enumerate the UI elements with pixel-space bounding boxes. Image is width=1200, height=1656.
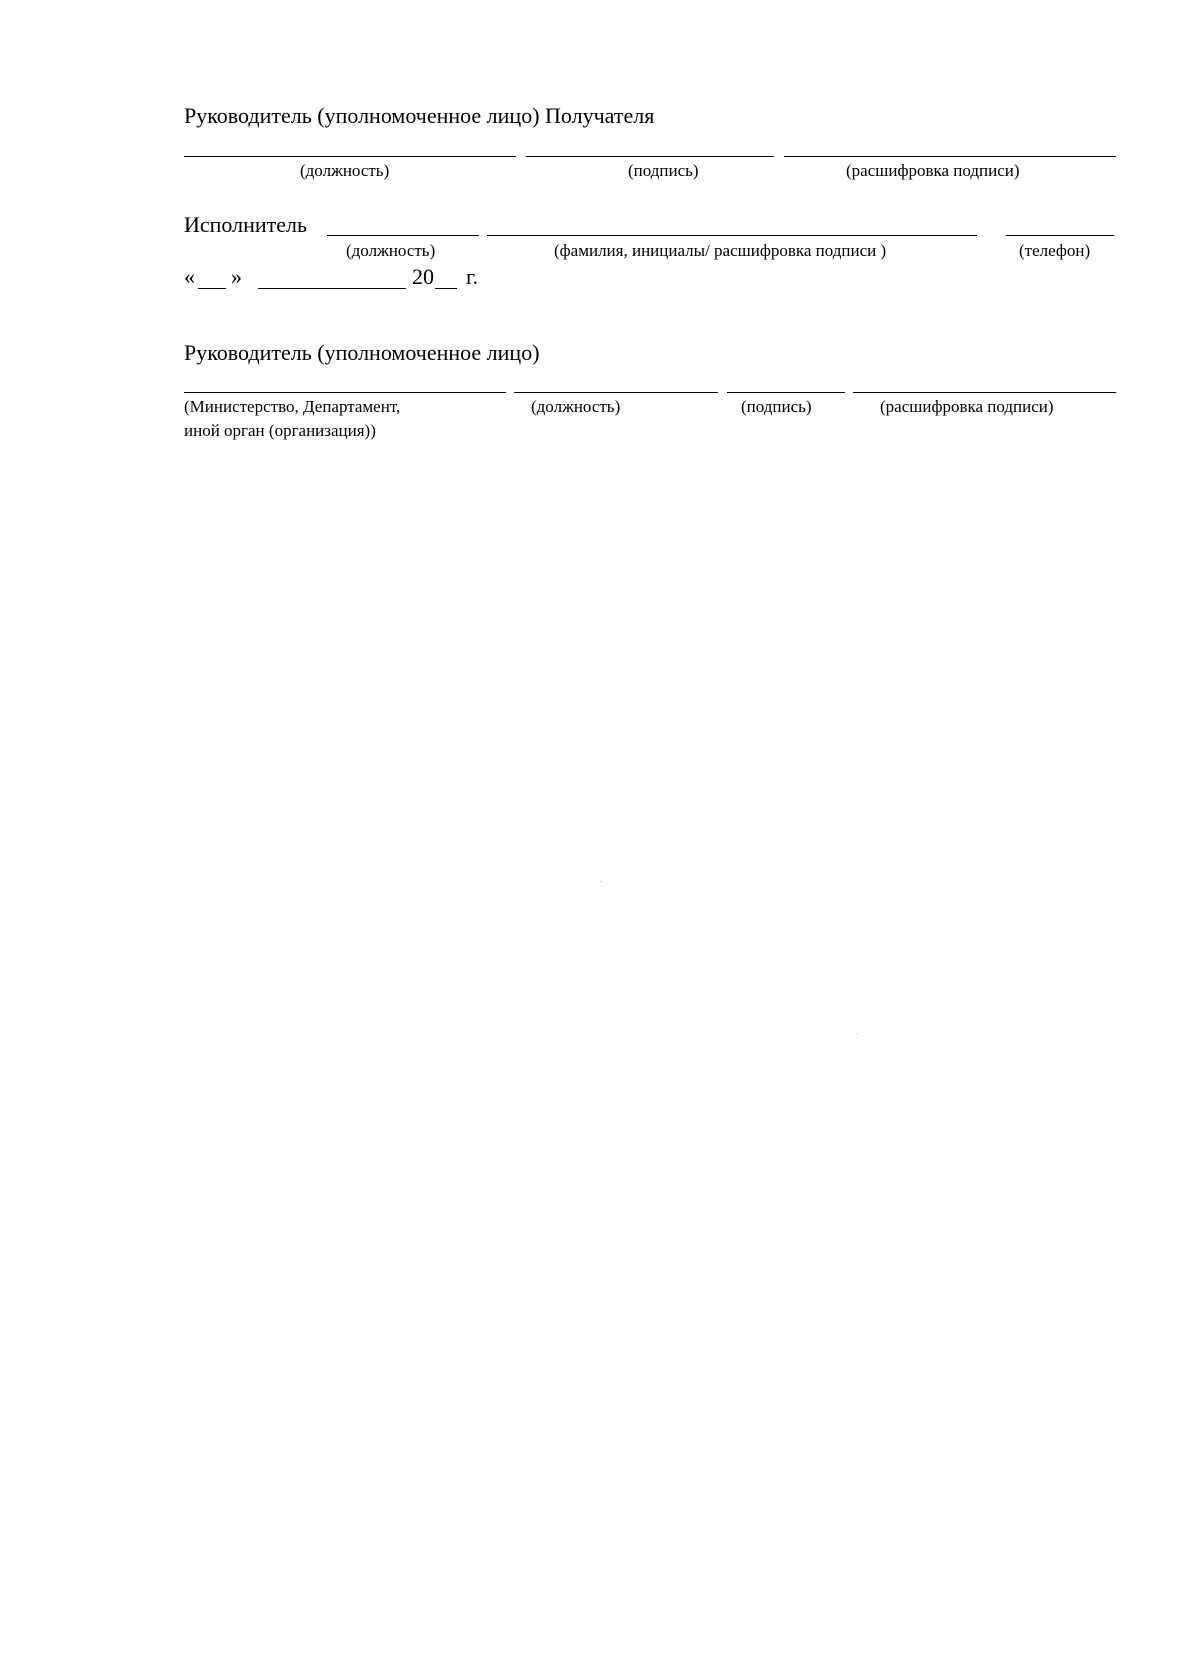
ministry-decoding-caption: (расшифровка подписи) xyxy=(880,397,1054,416)
date-close-quote: » xyxy=(231,264,242,289)
executor-position-caption: (должность) xyxy=(346,241,436,260)
ministry-organization-caption-line2: иной орган (организация)) xyxy=(184,421,376,440)
executor-label: Исполнитель xyxy=(184,212,308,237)
recipient-decoding-caption: (расшифровка подписи) xyxy=(846,161,1020,180)
recipient-signature-caption: (подпись) xyxy=(628,161,699,180)
ministry-decoding-line xyxy=(853,392,1116,393)
recipient-position-caption: (должность) xyxy=(300,161,390,180)
recipient-decoding-line xyxy=(784,156,1116,157)
date-month-line xyxy=(258,288,406,289)
executor-name-caption: (фамилия, инициалы/ расшифровка подписи ) xyxy=(554,241,887,260)
date-year-prefix: 20 xyxy=(412,264,434,289)
ministry-signature-line xyxy=(727,392,845,393)
recipient-position-line xyxy=(184,156,516,157)
date-day-line xyxy=(198,288,226,289)
ministry-signature-caption: (подпись) xyxy=(741,397,812,416)
ministry-position-caption: (должность) xyxy=(531,397,621,416)
executor-name-line xyxy=(487,235,977,236)
ministry-organization-line xyxy=(184,392,506,393)
ministry-organization-caption-line1: (Министерство, Департамент, xyxy=(184,397,401,416)
scan-speck xyxy=(857,1033,858,1034)
date-year-line xyxy=(435,288,457,289)
scan-speck xyxy=(600,881,601,882)
ministry-position-line xyxy=(514,392,718,393)
recipient-heading: Руководитель (уполномоченное лицо) Получателя xyxy=(184,103,655,128)
date-open-quote: « xyxy=(184,264,195,289)
ministry-heading: Руководитель (уполномоченное лицо) xyxy=(184,340,540,365)
executor-phone-caption: (телефон) xyxy=(1019,241,1091,260)
executor-position-line xyxy=(327,235,479,236)
executor-phone-line xyxy=(1006,235,1114,236)
date-year-suffix: г. xyxy=(466,264,479,289)
recipient-signature-line xyxy=(526,156,774,157)
